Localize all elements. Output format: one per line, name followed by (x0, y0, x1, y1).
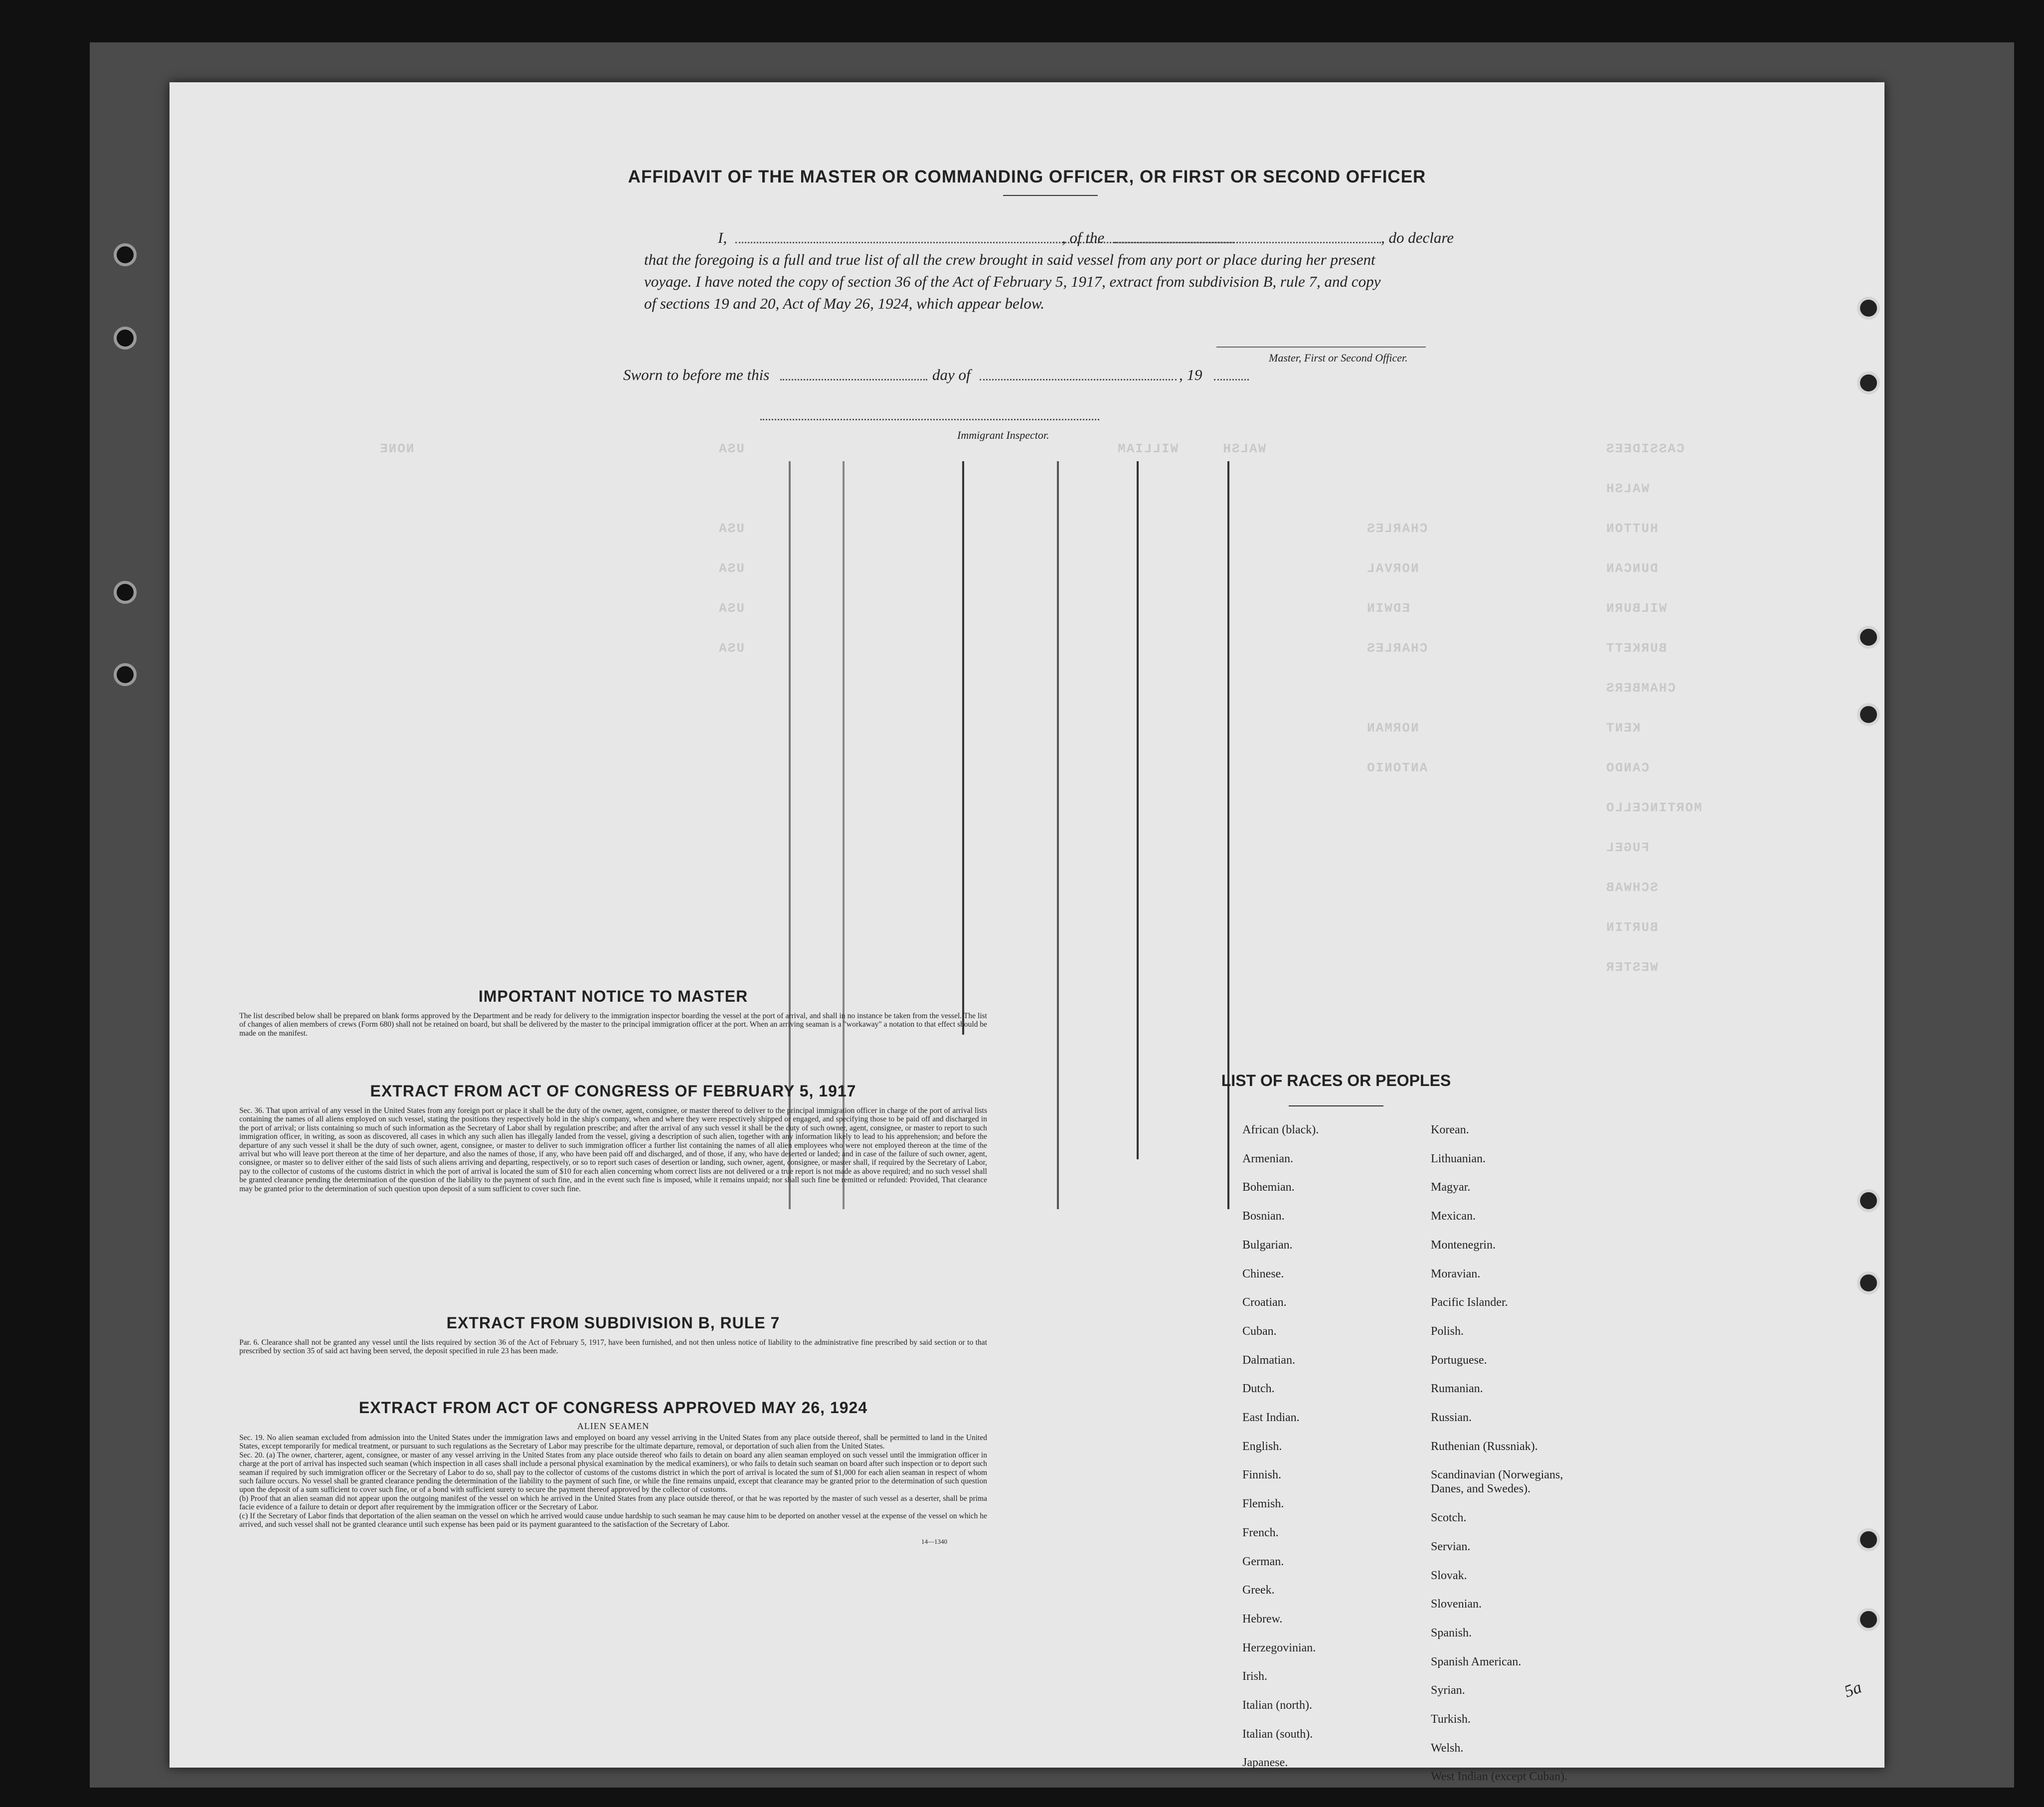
affidavit-title: AFFIDAVIT OF THE MASTER OR COMMANDING OFFICER, OR FIRST OR SECOND OFFICER (628, 167, 1426, 186)
sworn-month-field[interactable] (980, 379, 1177, 380)
race-left-2: Bohemian. (1242, 1181, 1295, 1194)
race-left-15: German. (1242, 1555, 1284, 1568)
race-right-10: Russian. (1431, 1411, 1472, 1424)
race-left-22: Japanese. (1242, 1756, 1288, 1770)
race-right-1: Lithuanian. (1431, 1152, 1486, 1165)
race-right-9: Rumanian. (1431, 1382, 1483, 1396)
bleed-line-5 (1137, 461, 1139, 1159)
race-right-22: Welsh. (1431, 1741, 1464, 1755)
race-left-11: English. (1242, 1440, 1282, 1453)
right-hole-5 (1857, 1189, 1880, 1212)
race-right-16: Slovak. (1431, 1569, 1467, 1582)
race-left-12: Finnish. (1242, 1468, 1282, 1482)
race-left-3: Bosnian. (1242, 1210, 1285, 1223)
manifest-page: WALSH WILLIAM CASSIDEES WALSH HUTTON DUNCAN WILBURN BURKETT CHAMBERS KENT CANDO MORTINCELLO FUGEL SCHWAB BURTIN WESTER CHARLES NORVAL EDWIN CHARLES NORMAN ANTONIO USA USA USA USA USA NONE AFFIDAVIT OF THE MASTER OR COMMANDING OFFICER, OR FIRST OR SECOND OFFICER I, , of the , do declare that the foregoing is a full and true list of all the crew brought in said vessel from any port or place during her present voyage. I have noted the copy of section 36 of the Act of February 5, 1917, extract from subdivision B, rule 7, and copy of sections 19 and 20, Act of May 26, 1924, which appear below. Master, First or Second Officer. Sworn to before me this day of , 19 Immigrant Inspector. IMPORTANT NOTICE TO MASTER The list described below shall be prepared on blank forms approved by the Department and be ready for delivery to the immigration inspector boarding the vessel at the port of arrival, and shall in no instance be taken from the vessel. The list of changes of alien members of crews (Form 680) shall not be retained on board, but shall be delivered by the master to the principal immigration officer at the port. When an arriving seaman is a "workaway" a notation to that effect should be made on the manifest. EXTRACT FROM ACT OF CONGRESS OF FEBRUARY 5, 1917 Sec. 36. That upon arrival of any vessel in the United States from any foreign port or place it shall be the duty of the owner, agent, consignee, or master thereof to deliver to the principal immigration officer in charge of the port of arrival lists containing the names of all aliens employed on such vessel, stating the positions they respectively hold in the ship's company, when and where they were respectively shipped or engaged, and specifying those to be paid off and discharged in the port of arrival; or lists containing so much of such information as the Secretary of Labor shall by regulation prescribe; and after the arrival of any such vessel it shall be the duty of such owner, agent, consignee, or master to report to such immigration officer, in writing, as soon as discovered, all cases in which any such alien has illegally landed from the vessel, giving a description of such alien, together with any information likely to lead to his apprehension; and before the departure of any such vessel it shall be the duty of such owner, agent, consignee, or master to deliver to such immigration officer a further list containing the names of all alien employees who were not employed thereon at the time of the arrival but who will leave port thereon at the time of her departure, and also the names of those, if any, who have been paid off and discharged, and of those, if any, who have deserted or landed; and in case of the failure of such owner, agent, consignee, or master so to deliver either of the said lists of such aliens arriving and departing, respectively, or so to report such cases of desertion or landing, such owner, agent, consignee, or master shall, if required by the Secretary of Labor, pay to the collector of customs of the customs district in which the port of arrival is located the sum of $10 for each alien concerning whom correct lists are not delivered or a true report is not made as above required; and no such vessel shall be granted clearance pending the determination of the question of the liability to the payment of such fine, and in the event such fine is imposed, while it remains unpaid; nor shall such fine be remitted or refunded: Provided, That clearance may be granted prior to the determination of such question upon deposit of a sum sufficient to cover such fine. EXTRACT FROM SUBDIVISION B, RULE 7 Par. 6. Clearance shall not be granted any vessel until the lists required by section 36 of the Act of February 5, 1917, have been furnished, and not then unless notice of liability to the administrative fine prescribed by said section or to that prescribed by section 35 of said act having been served, the deposit specified in rule 23 has been made. EXTRACT FROM ACT OF CONGRESS APPROVED MAY 26, 1924 ALIEN SEAMEN Sec. 19. No alien seaman excluded from admission into the United States under the immigration laws and employed on board any vessel arriving in the United States from any place outside thereof, shall be permitted to land in the United States, except temporarily for medical treatment, or pursuant to such regulations as the Secretary of Labor may prescribe for the ultimate departure, removal, or deportation of such alien from the United States. Sec. 20. (a) The owner, charterer, agent, consignee, or master of any vessel arriving in the United States from any place outside thereof who fails to detain on board any alien seaman employed on such vessel until the immigration officer in charge at the port of arrival has inspected such seaman (which inspection in all cases shall include a personal physical examination by the medical examiners), or who fails to detain such seaman on board after such inspection or to deport such seaman if required by such immigration officer or the Secretary of Labor to do so, shall pay to the collector of customs of the customs district in which the port of arrival is located the sum of $1,000 for each alien seaman in respect of whom such failure occurs. No vessel shall be granted clearance pending the determination of the liability to the payment of such fine, or while the fine remains unpaid, except that clearance may be granted prior to the determination of such question upon the deposit of a sum sufficient to cover such fine, or of a bond with sufficient surety to secure the payment thereof approved by the collector of customs. (b) Proof that an alien seaman did not appear upon the outgoing manifest of the vessel on which he arrived in the United States from any place outside thereof, or that he was reported by the master of such vessel as a deserter, shall be prima facie evidence of a failure to detain or deport after requirement by the immigration officer or the Secretary of Labor. (c) If the Secretary of Labor finds that deportation of the alien seaman on the vessel on which he arrived would cause undue hardship to such seaman he may cause him to be deported on another vessel at the expense of the vessel on which he arrived, and such vessel shall not be granted clearance until such expense has been paid or its payment guaranteed to the satisfaction of the Secretary of Labor. 14—1340 LIST OF RACES OR PEOPLES 5a African (black). Armenian. Bohemian. Bosnian. Bulgarian. Chinese. Croatian. Cuban. Dalmatian. Dutch. East Indian. English. Finnish. Flemish. French. German. Greek. Hebrew. Herzegovinian. Irish. Italian (north). Italian (south). Japanese. Korean. Lithuanian. Magyar. Mexican. Montenegrin. Moravian. Pacific Islander. Polish. Portuguese. Rumanian. Russian. Ruthenian (Russniak). Scandinavian (Norwegians, Danes, and Swedes). Scotch. Servian. Slovak. Slovenian. Spanish. Spanish American. Syrian. Turkish. Welsh. West Indian (except Cuban). (170, 82, 1884, 1768)
race-left-6: Croatian. (1242, 1296, 1287, 1309)
race-right-14: Scotch. (1431, 1511, 1467, 1525)
affidavit-i: I, (718, 229, 727, 246)
race-right-15: Servian. (1431, 1540, 1471, 1553)
race-right-18: Spanish. (1431, 1626, 1472, 1639)
important-notice-title: IMPORTANT NOTICE TO MASTER (478, 987, 748, 1005)
affidavit-title-rule (1003, 195, 1098, 196)
race-left-17: Hebrew. (1242, 1612, 1283, 1626)
left-hole-2 (114, 327, 137, 350)
sworn-day-label: day of (932, 366, 971, 383)
extract-rule-7-title: EXTRACT FROM SUBDIVISION B, RULE 7 (446, 1314, 780, 1332)
bleed-line-3 (962, 461, 964, 1035)
extract-1917-title: EXTRACT FROM ACT OF CONGRESS OF FEBRUARY 5, 1917 (370, 1082, 856, 1100)
race-left-20: Italian (north). (1242, 1699, 1312, 1712)
race-right-6: Pacific Islander. (1431, 1296, 1508, 1309)
race-right-7: Polish. (1431, 1324, 1464, 1338)
sec-19-text: Sec. 19. No alien seaman excluded from admission into the United States under the immigration laws and employed on board any vessel arriving in the United States from any place outside thereof, shall be permitted to land in the United States, except temporarily for medical treatment, or pursuant to such regulations as the Secretary of Labor may prescribe for the ultimate departure, removal, or deportation of such alien from the United States. (239, 1434, 987, 1451)
affidavit-declare: , do declare (1381, 229, 1454, 246)
sworn-year-label: , 19 (1179, 366, 1202, 383)
sworn-day-field[interactable] (780, 379, 927, 380)
corner-mark: 5a (1842, 1678, 1865, 1701)
race-left-8: Dalmatian. (1242, 1353, 1295, 1367)
race-right-12: Scandinavian (Norwegians, (1431, 1468, 1563, 1482)
races-title: LIST OF RACES OR PEOPLES (1221, 1072, 1451, 1089)
bleed-line-6 (1227, 461, 1229, 1209)
right-hole-2 (1857, 371, 1880, 394)
race-right-0: Korean. (1431, 1123, 1469, 1136)
race-left-9: Dutch. (1242, 1382, 1275, 1396)
race-right-20: Syrian. (1431, 1684, 1465, 1697)
important-notice-text: The list described below shall be prepared on blank forms approved by the Department and be ready for delivery to the immigration inspector boarding the vessel at the port of arrival, and shall in no instance be taken from the vessel. The list of changes of alien members of crews (Form 680) shall not be retained on board, but shall be delivered by the master to the principal immigration officer at the port. When an arriving seaman is a "workaway" a notation to that effect should be made on the manifest. (239, 1012, 987, 1038)
races-title-rule (1289, 1105, 1383, 1106)
master-signature-line[interactable] (1216, 347, 1426, 348)
inspector-signature-line[interactable] (760, 419, 1099, 420)
race-right-2: Magyar. (1431, 1181, 1471, 1194)
vessel-name-field[interactable] (1114, 242, 1381, 243)
extract-1917-text: Sec. 36. That upon arrival of any vessel in the United States from any foreign port or place it shall be the duty of the owner, agent, consignee, or master thereof to deliver to the principal immigration officer in charge of the port of arrival lists containing the names of all aliens employed on such vessel, stating the positions they respectively hold in the ship's company, when and where they were respectively shipped or engaged, and specifying those to be paid off and discharged in the port of arrival; or lists containing so much of such information as the Secretary of Labor shall by regulation prescribe; and after the arrival of any such vessel it shall be the duty of such owner, agent, consignee, or master to report to such immigration officer, in writing, as soon as discovered, all cases in which any such alien has illegally landed from the vessel, giving a description of such alien, together with any information likely to lead to his apprehension; and before the departure of any such vessel it shall be the duty of such owner, agent, consignee, or master to deliver to such immigration officer a further list containing the names of all alien employees who were not employed thereon at the time of the arrival but who will leave port thereon at the time of her departure, and also the names of those, if any, who have been paid off and discharged, and of those, if any, who have deserted or landed; and in case of the failure of such owner, agent, consignee, or master so to deliver either of the said lists of such aliens arriving and departing, respectively, or so to report such cases of desertion or landing, such owner, agent, consignee, or master shall, if required by the Secretary of Labor, pay to the collector of customs of the customs district in which the port of arrival is located the sum of $10 for each alien concerning whom correct lists are not delivered or a true report is not made as above required; and no such vessel shall be granted clearance pending the determination of the question of the liability to the payment of such fine, and in the event such fine is imposed, while it remains unpaid; nor shall such fine be remitted or refunded: Provided, That clearance may be granted prior to the determination of such question upon deposit of a sum sufficient to cover such fine. (239, 1106, 987, 1193)
left-hole-1 (114, 243, 137, 266)
race-left-1: Armenian. (1242, 1152, 1293, 1165)
race-left-16: Greek. (1242, 1584, 1275, 1597)
right-hole-4 (1857, 703, 1880, 726)
extract-1924 (239, 1399, 987, 1546)
right-hole-3 (1857, 626, 1880, 649)
race-left-5: Chinese. (1242, 1267, 1284, 1280)
race-right-19: Spanish American. (1431, 1655, 1522, 1668)
race-left-13: Flemish. (1242, 1497, 1284, 1511)
race-right-5: Moravian. (1431, 1267, 1481, 1280)
inspector-label: Immigrant Inspector. (957, 429, 1049, 441)
sec-20a-text: Sec. 20. (a) The owner, charterer, agent, consignee, or master of any vessel arriving in the United States from any place outside thereof who fails to detain on board any alien seaman employed on such vessel until the immigration officer in charge at the port of arrival has inspected such seaman (which inspection in all cases shall include a personal physical examination by the medical examiners), or who fails to detain such seaman on board after such inspection or to deport such seaman if required by such immigration officer or the Secretary of Labor to do so, shall pay to the collector of customs of the customs district in which the port of arrival is located the sum of $1,000 for each alien seaman in respect of whom such failure occurs. No vessel shall be granted clearance pending the determination of the liability to the payment of such fine, or while the fine remains unpaid, except that clearance may be granted prior to the determination of such question upon the deposit of a sum sufficient to cover such fine, or of a bond with sufficient surety to secure the payment thereof approved by the collector of customs. (239, 1450, 987, 1494)
race-left-10: East Indian. (1242, 1411, 1300, 1424)
important-notice (239, 987, 987, 1038)
race-left-21: Italian (south). (1242, 1727, 1313, 1741)
race-right-13: Danes, and Swedes). (1431, 1482, 1531, 1496)
bleed-line-4 (1057, 461, 1059, 1209)
affidavit-of-the: , of the (1062, 229, 1105, 246)
extract-1924-subtitle: ALIEN SEAMEN (577, 1421, 650, 1431)
race-right-17: Slovenian. (1431, 1598, 1482, 1611)
extract-1924-title: EXTRACT FROM ACT OF CONGRESS APPROVED MAY 26, 1924 (358, 1399, 868, 1417)
sec-20c-text: (c) If the Secretary of Labor finds that deportation of the alien seaman on the vessel on which he arrived would cause undue hardship to such seaman he may cause him to be deported on another vessel at the expense of the vessel on which he arrived, and such vessel shall not be granted clearance until such expense has been paid or its payment guaranteed to the satisfaction of the Secretary of Labor. (239, 1511, 987, 1529)
race-right-21: Turkish. (1431, 1713, 1471, 1726)
race-left-14: French. (1242, 1526, 1279, 1539)
form-number: 14—1340 (921, 1538, 947, 1546)
race-right-4: Montenegrin. (1431, 1238, 1496, 1252)
right-hole-8 (1857, 1608, 1880, 1631)
left-hole-4 (114, 663, 137, 686)
race-left-7: Cuban. (1242, 1324, 1277, 1338)
race-left-18: Herzegovinian. (1242, 1641, 1316, 1654)
extract-1917 (239, 1082, 987, 1193)
left-hole-3 (114, 581, 137, 604)
sworn-year-field[interactable] (1214, 379, 1249, 380)
race-left-4: Bulgarian. (1242, 1238, 1293, 1252)
affidavit-line-2: that the foregoing is a full and true list of all the crew brought in said vessel from any port or place during her present (644, 251, 1375, 268)
race-left-0: African (black). (1242, 1123, 1319, 1136)
extract-rule-7 (239, 1314, 987, 1356)
sworn-prefix: Sworn to before me this (623, 366, 770, 383)
sec-20b-text: (b) Proof that an alien seaman did not appear upon the outgoing manifest of the vessel on which he arrived in the United States from any place outside thereof, or that he was reported by the master of such vessel as a deserter, shall be prima facie evidence of a failure to detain or deport after requirement by the immigration officer or the Secretary of Labor. (239, 1494, 987, 1512)
right-hole-6 (1857, 1271, 1880, 1294)
race-right-23: West Indian (except Cuban). (1431, 1770, 1567, 1784)
right-hole-7 (1857, 1528, 1880, 1551)
race-left-19: Irish. (1242, 1670, 1267, 1683)
right-hole-1 (1857, 297, 1880, 320)
master-signature-label: Master, First or Second Officer. (1269, 352, 1408, 364)
extract-rule-7-text: Par. 6. Clearance shall not be granted any vessel until the lists required by section 36 of the Act of February 5, 1917, have been furnished, and not then unless notice of liability to the administrative fine prescribed by said section or to that prescribed by section 35 of said act having been served, the deposit specified in rule 23 has been made. (239, 1338, 987, 1356)
race-right-8: Portuguese. (1431, 1353, 1487, 1367)
race-right-3: Mexican. (1431, 1210, 1476, 1223)
affidavit-line-4: of sections 19 and 20, Act of May 26, 1924, which appear below. (644, 295, 1045, 312)
race-right-11: Ruthenian (Russniak). (1431, 1440, 1538, 1453)
affidavit-line-3: voyage. I have noted the copy of section 36 of the Act of February 5, 1917, extract from subdivision B, rule 7, and copy (644, 273, 1381, 290)
